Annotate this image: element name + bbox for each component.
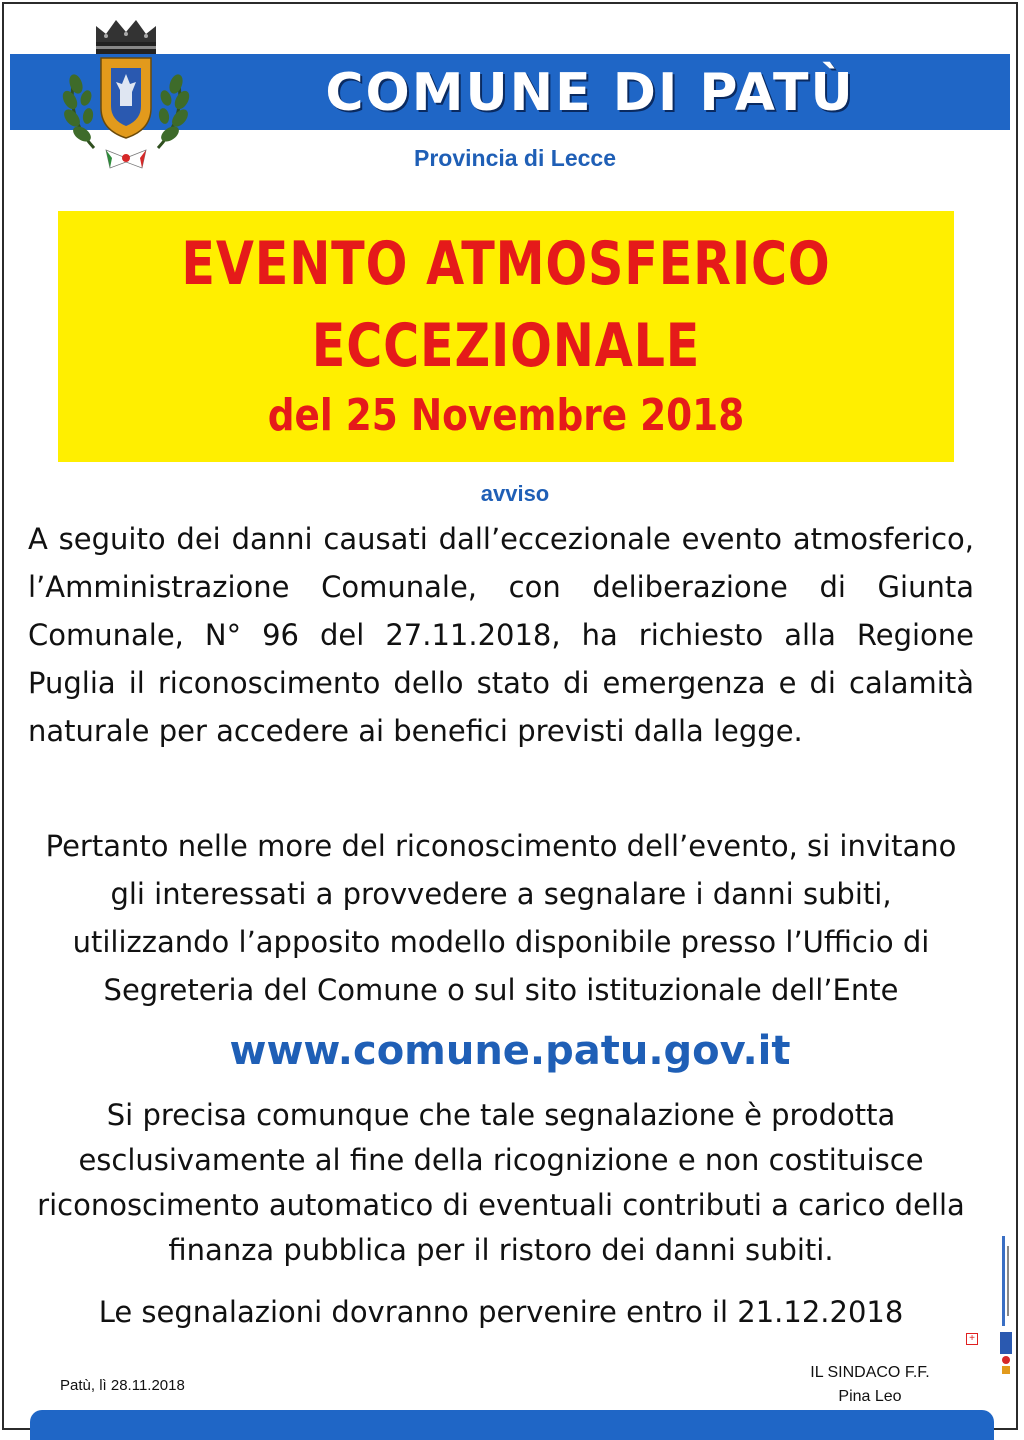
bottom-band: [30, 1410, 994, 1440]
website-link[interactable]: www.comune.patu.gov.it: [229, 1028, 791, 1074]
alert-title-line2: ECCEZIONALE: [311, 311, 701, 381]
page-title: COMUNE DI PATÙ: [325, 63, 855, 123]
mayor-title: IL SINDACO F.F.: [810, 1364, 930, 1381]
shield-icon: [101, 58, 151, 138]
registration-mark-icon: +: [966, 1333, 978, 1345]
alert-title-line1: EVENTO ATMOSFERICO: [181, 229, 831, 299]
alert-box: [58, 211, 954, 462]
place-date: Patù, lì 28.11.2018: [60, 1377, 185, 1394]
coat-of-arms-icon: [46, 8, 206, 188]
mayor-name: Pina Leo: [838, 1388, 902, 1405]
alert-date: del 25 Novembre 2018: [267, 390, 745, 441]
ribbon-icon: [106, 150, 146, 168]
notice-label: avviso: [480, 481, 550, 506]
notice-paragraph-2: Pertanto nelle more del riconoscimento dell’evento, si invitano gli interessati a provvedere a segnalare i danni subiti, utilizzando l’apposito modello disponibile presso l’Ufficio di Segreteria del Comune o sul sito istituzionale dell’Ente: [45, 829, 957, 1007]
province-label: Provincia di Lecce: [414, 145, 616, 171]
notice-paragraph-3: Si precisa comunque che tale segnalazione è prodotta esclusivamente al fine della ricognizione e non costituisce riconoscimento automatico di eventuali contributi a carico della finanza pubblica per il ristoro dei danni subiti.: [37, 1098, 965, 1267]
deadline-text: Le segnalazioni dovranno pervenire entro il 21.12.2018: [98, 1295, 904, 1329]
notice-paragraph-1: A seguito dei danni causati dall’eccezionale evento atmosferico, l’Amministrazione Comunale, con deliberazione di Giunta Comunale, N° 96 del 27.11.2018, ha richiesto alla Regione Puglia il riconoscimento dello stato di emergenza e di calamità naturale per accedere ai benefici previsti dalla legge.: [28, 522, 974, 748]
printer-logo-icon: [992, 1236, 1018, 1376]
crown-icon: [96, 20, 156, 54]
